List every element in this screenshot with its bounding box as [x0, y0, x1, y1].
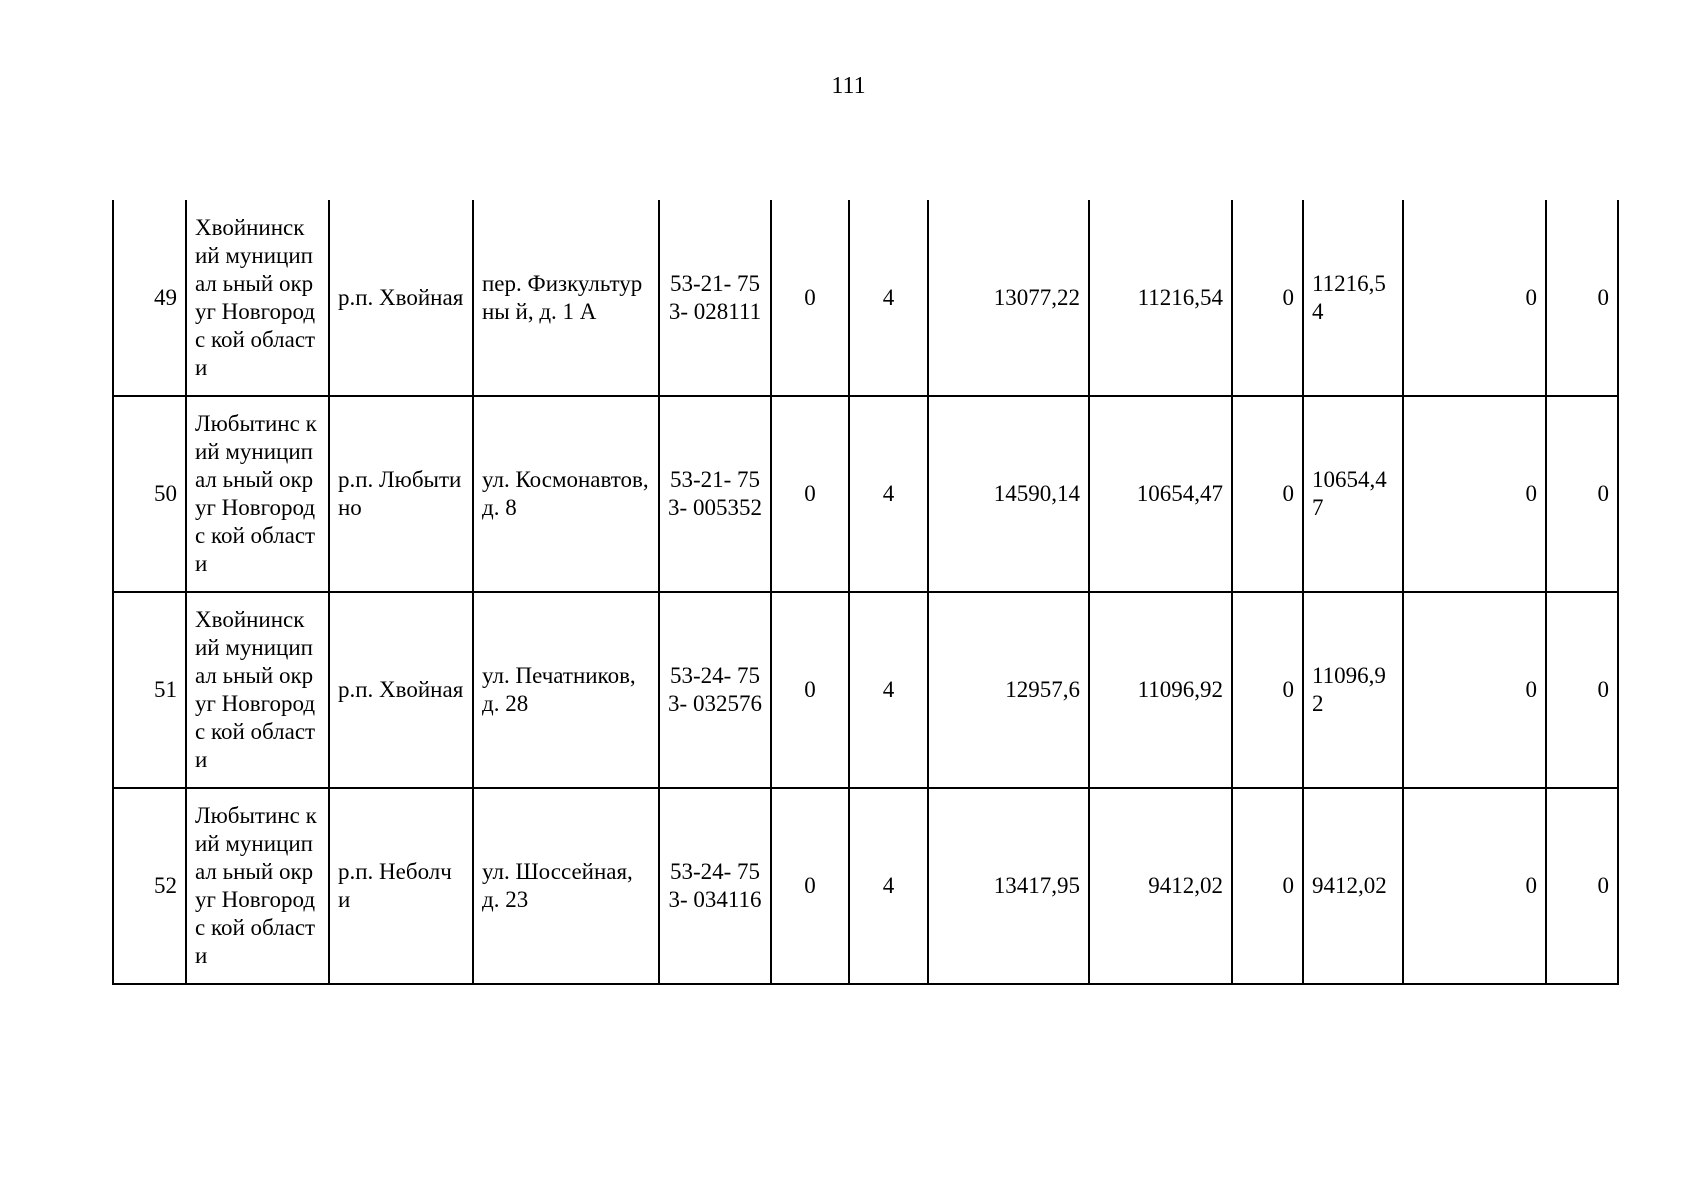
- cadastral-number-cell: 53-24- 753- 034116: [659, 788, 771, 984]
- value-cell: 11216,54: [1089, 200, 1232, 396]
- okrug-cell: Хвойнинск ий муниципал ьный округ Новгородс кой области: [186, 592, 329, 788]
- value-cell: 0: [1403, 396, 1546, 592]
- table-row: [113, 396, 1618, 592]
- value-cell: 0: [1546, 788, 1618, 984]
- value-cell: 11096,92: [1303, 592, 1403, 788]
- value-cell: 12957,6: [928, 592, 1089, 788]
- value-cell: 4: [849, 396, 928, 592]
- value-cell: 13077,22: [928, 200, 1089, 396]
- value-cell: 0: [1546, 592, 1618, 788]
- value-cell: 4: [849, 200, 928, 396]
- okrug-cell: Любытинс кий муниципал ьный округ Новгородс кой области: [186, 396, 329, 592]
- address-cell: ул. Печатников, д. 28: [473, 592, 659, 788]
- value-cell: 0: [1232, 200, 1303, 396]
- okrug-cell: Хвойнинск ий муниципал ьный округ Новгородс кой области: [186, 200, 329, 396]
- address-cell: ул. Космонавтов, д. 8: [473, 396, 659, 592]
- value-cell: 0: [1232, 592, 1303, 788]
- value-cell: 0: [1232, 788, 1303, 984]
- cadastral-number-cell: 53-24- 753- 032576: [659, 592, 771, 788]
- address-cell: пер. Физкультурны й, д. 1 А: [473, 200, 659, 396]
- row-number: 49: [113, 200, 186, 396]
- data-table: [112, 200, 1619, 985]
- value-cell: 0: [771, 788, 849, 984]
- settlement-cell: р.п. Хвойная: [329, 592, 473, 788]
- value-cell: 0: [771, 200, 849, 396]
- page-number: 111: [831, 73, 866, 99]
- value-cell: 11096,92: [1089, 592, 1232, 788]
- table-row: [113, 592, 1618, 788]
- row-number: 52: [113, 788, 186, 984]
- value-cell: 0: [1232, 396, 1303, 592]
- settlement-cell: р.п. Любытино: [329, 396, 473, 592]
- value-cell: 10654,47: [1089, 396, 1232, 592]
- value-cell: 9412,02: [1303, 788, 1403, 984]
- value-cell: 11216,54: [1303, 200, 1403, 396]
- value-cell: 0: [1403, 788, 1546, 984]
- row-number: 51: [113, 592, 186, 788]
- row-number: 50: [113, 396, 186, 592]
- value-cell: 4: [849, 788, 928, 984]
- table-row: [113, 200, 1618, 396]
- value-cell: 9412,02: [1089, 788, 1232, 984]
- value-cell: 0: [1546, 200, 1618, 396]
- settlement-cell: р.п. Хвойная: [329, 200, 473, 396]
- value-cell: 0: [1403, 200, 1546, 396]
- value-cell: 4: [849, 592, 928, 788]
- value-cell: 0: [771, 592, 849, 788]
- cadastral-number-cell: 53-21- 753- 005352: [659, 396, 771, 592]
- table-row: [113, 788, 1618, 984]
- value-cell: 10654,47: [1303, 396, 1403, 592]
- okrug-cell: Любытинс кий муниципал ьный округ Новгородс кой области: [186, 788, 329, 984]
- value-cell: 14590,14: [928, 396, 1089, 592]
- address-cell: ул. Шоссейная, д. 23: [473, 788, 659, 984]
- settlement-cell: р.п. Неболчи: [329, 788, 473, 984]
- value-cell: 13417,95: [928, 788, 1089, 984]
- value-cell: 0: [771, 396, 849, 592]
- cadastral-number-cell: 53-21- 753- 028111: [659, 200, 771, 396]
- value-cell: 0: [1546, 396, 1618, 592]
- value-cell: 0: [1403, 592, 1546, 788]
